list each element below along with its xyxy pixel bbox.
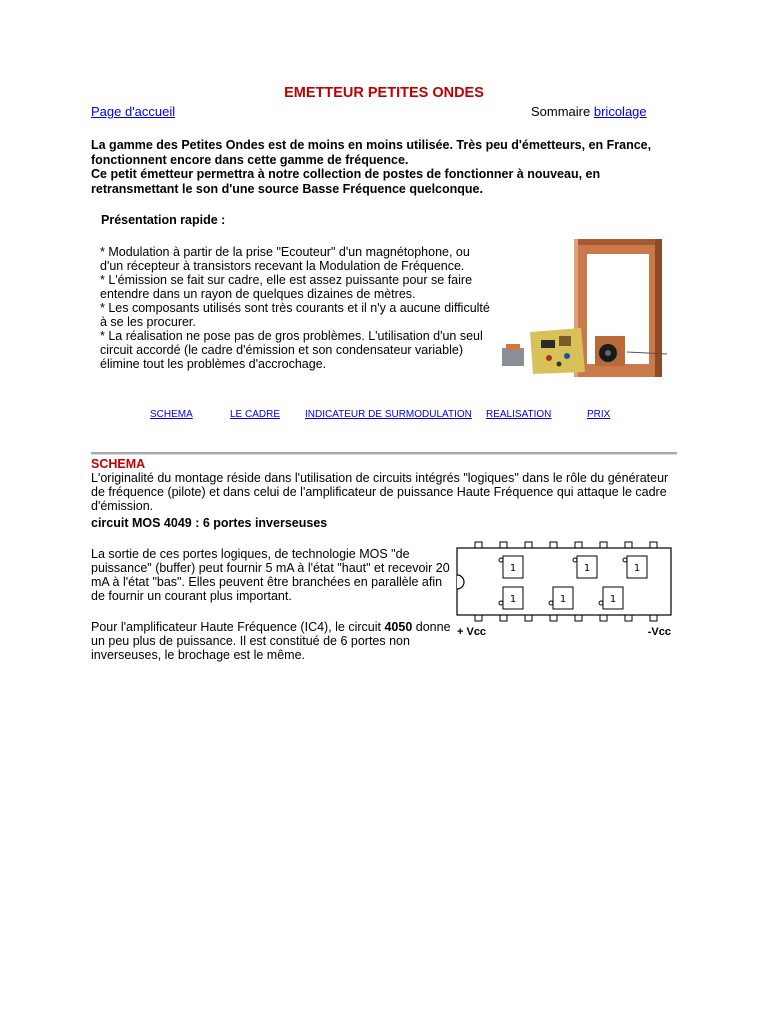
intro-line-1: La gamme des Petites Ondes est de moins en moins utilisée. Très peu d'émetteurs, en France, fonctionnent encore dans cette gamme de fréquence. — [91, 138, 652, 167]
board-chip — [541, 340, 555, 348]
gate-label: 1 — [633, 563, 641, 574]
toc-realisation-link[interactable]: REALISATION — [486, 409, 552, 420]
schema-body: L'originalité du montage réside dans l'utilisation de circuits intégrés "logiques" dans le rôle du générateur de fréquence (pilote) et dans celui de l'amplificateur de puissance Haute Fréquence qui attaque le cadre d'émission. — [91, 471, 669, 513]
top-pins — [475, 542, 657, 548]
board-component — [559, 336, 571, 346]
nav-home — [91, 104, 175, 119]
presentation-item: * La réalisation ne pose pas de gros problèmes. L'utilisation d'un seul circuit accordé (le cadre d'émission et son condensateur variable) élimine tout les problèmes d'accrochage. — [100, 329, 483, 371]
bottom-pins — [475, 615, 657, 621]
mos-description — [91, 547, 451, 603]
circuit-subtitle: circuit MOS 4049 : 6 portes inverseuses — [91, 516, 328, 530]
schema-title: SCHEMA — [91, 457, 146, 471]
summary-prefix: Sommaire — [531, 104, 591, 119]
gate-label: 1 — [583, 563, 591, 574]
transformer — [502, 348, 524, 366]
bricolage-link[interactable]: bricolage — [593, 104, 647, 119]
gate-label: 1 — [609, 594, 617, 605]
section-divider — [91, 452, 677, 455]
toc-prix-link[interactable]: PRIX — [587, 409, 611, 420]
amp-text-b: donne un peu plus de puissance. Il est constitué de 6 portes non inverseuses, le brochage est le même. — [91, 620, 451, 662]
page-title: EMETTEUR PETITES ONDES — [284, 85, 484, 101]
frame-right-shade — [655, 239, 662, 377]
gate-label: 1 — [509, 594, 517, 605]
vcc-plus-label: + Vcc — [457, 626, 487, 638]
toc-schema-link[interactable]: SCHEMA — [150, 409, 193, 420]
board-cap — [564, 353, 570, 359]
amplifier-paragraph — [91, 620, 451, 662]
presentation-item: * L'émission se fait sur cadre, elle est assez puissante pour se faire entendre dans un rayon de quelques dizaines de mètres. — [100, 273, 473, 301]
mos-paragraph: La sortie de ces portes logiques, de technologie MOS "de puissance" (buffer) peut fournir 5 mA à l'état "haut" et recevoir 20 mA à l'état "bas". Elles peuvent être branchées en parallèle afin de fournir un courant plus important. — [91, 547, 450, 603]
board-cap — [557, 362, 562, 367]
presentation-title: Présentation rapide : — [101, 213, 226, 227]
vcc-minus-label: -Vcc — [647, 626, 671, 638]
home-link[interactable]: Page d'accueil — [91, 104, 176, 119]
presentation-item: * Modulation à partir de la prise "Ecouteur" d'un magnétophone, ou d'un récepteur à transistors recevant la Modulation de Fréquence. — [100, 245, 470, 273]
intro-line-2: Ce petit émetteur permettra à notre collection de postes de fonctionner à nouveau, en retransmettant le son d'une source Basse Fréquence quelconque. — [91, 167, 601, 196]
transformer-coil — [506, 344, 520, 350]
amp-text-a: Pour l'amplificateur Haute Fréquence (IC4), le circuit — [91, 620, 385, 634]
circuit-board — [530, 328, 585, 374]
board-cap — [546, 355, 552, 361]
gate-label: 1 — [559, 594, 567, 605]
toc-cadre-link[interactable]: LE CADRE — [230, 409, 281, 420]
nav-summary — [531, 104, 647, 119]
intro — [91, 138, 681, 196]
amp-circuit-number: 4050 — [384, 620, 413, 634]
ic-4049-pinout-diagram — [455, 541, 675, 641]
transmitter-photo — [497, 236, 669, 379]
amplifier-description — [91, 620, 451, 662]
gate-label: 1 — [509, 563, 517, 574]
presentation-item: * Les composants utilisés sont très courants et il n'y a aucune difficulté à se les procurer. — [100, 301, 490, 329]
tuning-knob-center — [605, 350, 611, 356]
frame-top-shade — [574, 239, 662, 245]
toc-indicateur-link[interactable]: INDICATEUR DE SURMODULATION — [305, 409, 472, 420]
presentation-list — [100, 245, 490, 371]
